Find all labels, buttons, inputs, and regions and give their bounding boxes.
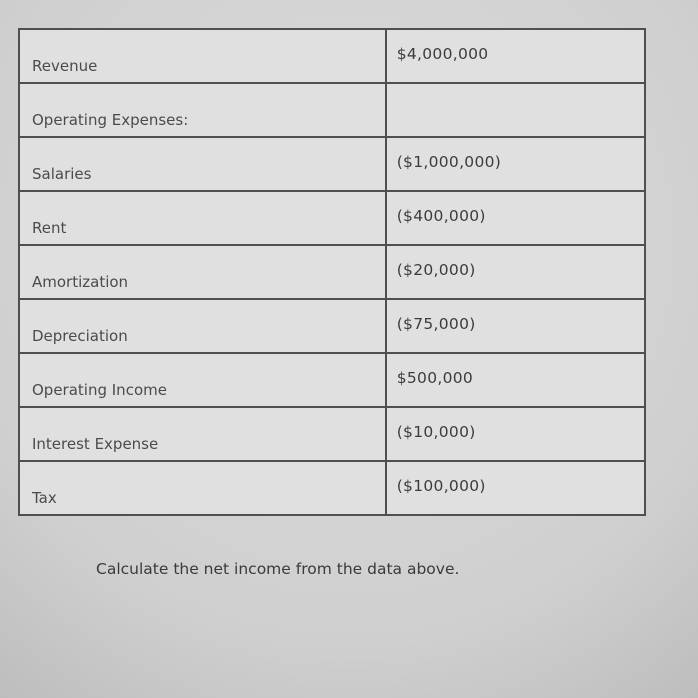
table-row-operating-expenses bbox=[19, 83, 645, 137]
row-label: Interest Expense bbox=[19, 407, 386, 461]
row-value: $4,000,000 bbox=[386, 29, 645, 83]
row-value: ($10,000) bbox=[386, 407, 645, 461]
row-label: Salaries bbox=[19, 137, 386, 191]
table-row-amortization bbox=[19, 245, 645, 299]
question-text: Calculate the net income from the data above. bbox=[96, 560, 460, 578]
table-row-revenue bbox=[19, 29, 645, 83]
row-label: Amortization bbox=[19, 245, 386, 299]
row-label: Revenue bbox=[19, 29, 386, 83]
table-row-salaries bbox=[19, 137, 645, 191]
row-value: ($75,000) bbox=[386, 299, 645, 353]
row-label: Depreciation bbox=[19, 299, 386, 353]
table-row-interest-expense bbox=[19, 407, 645, 461]
income-statement-table bbox=[18, 28, 646, 516]
row-value: ($20,000) bbox=[386, 245, 645, 299]
row-value: ($100,000) bbox=[386, 461, 645, 515]
row-label: Tax bbox=[19, 461, 386, 515]
table-row-depreciation bbox=[19, 299, 645, 353]
row-label: Operating Income bbox=[19, 353, 386, 407]
row-label: Rent bbox=[19, 191, 386, 245]
table-row-tax bbox=[19, 461, 645, 515]
table-row-operating-income bbox=[19, 353, 645, 407]
row-value: ($1,000,000) bbox=[386, 137, 645, 191]
table-row-rent bbox=[19, 191, 645, 245]
row-value: ($400,000) bbox=[386, 191, 645, 245]
row-label: Operating Expenses: bbox=[19, 83, 386, 137]
row-value: $500,000 bbox=[386, 353, 645, 407]
income-statement-sheet bbox=[18, 28, 646, 516]
row-value bbox=[386, 83, 645, 137]
